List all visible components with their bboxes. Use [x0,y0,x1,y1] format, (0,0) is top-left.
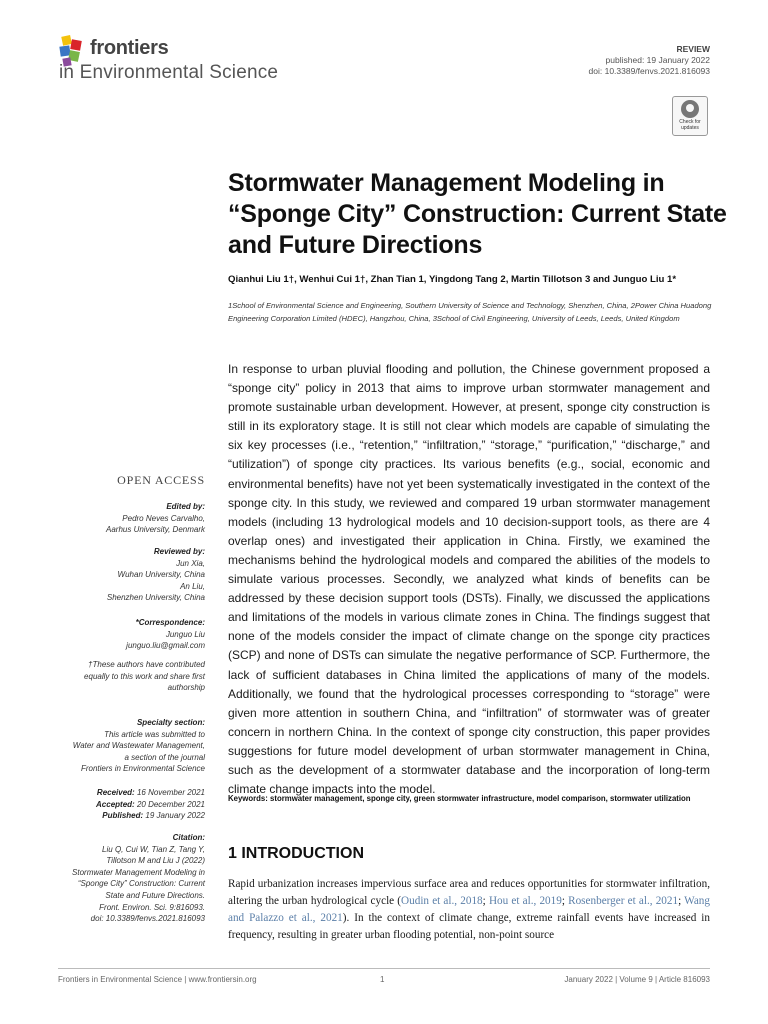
citation-line: “Sponge City” Construction: Current [77,879,205,889]
accepted-label: Accepted: [96,799,135,809]
contrib-line: authorship [167,683,205,693]
editor-affiliation: Aarhus University, Denmark [106,525,205,535]
contrib-line: †These authors have contributed [88,660,205,669]
accepted-line [96,799,205,811]
correspondent-email[interactable]: junguo.liu@gmail.com [126,641,205,651]
check-for-updates-badge[interactable] [672,96,708,136]
contrib-line: equally to this work and share first [84,671,205,681]
citation-line: Front. Environ. Sci. 9:816093. [99,902,205,912]
affiliations: 1School of Environmental Science and Engineering, Southern University of Science and Technology, Shenzhen, China, 2Power China Huadong Engineering Corporation Limited (HDEC), Hangzhou, China, 3School of Civil Engineering, University of Leeds, Leeds, United Kingdom [228,301,712,323]
specialty-label: Specialty section: [136,718,205,727]
published-date-side: 19 January 2022 [145,811,205,821]
citation-label: Citation: [172,833,205,842]
published-label: Published: [102,811,144,821]
citation-line: State and Future Directions. [105,890,205,900]
footer-journal[interactable]: Frontiers in Environmental Science | www.frontiersin.org [58,975,257,984]
editor-name: Pedro Neves Carvalho, [122,513,205,523]
correspondent-name: Junguo Liu [165,629,205,639]
specialty-line: Water and Wastewater Management, [72,741,205,751]
open-access-label: OPEN ACCESS [117,473,205,487]
citation-link[interactable]: Rosenberger et al., 2021 [568,895,679,907]
accepted-date: 20 December 2021 [136,799,205,809]
citation-block [72,832,205,925]
reviewed-by-block [107,546,205,604]
edited-by-label: Edited by: [166,502,205,511]
citation-line: Liu Q, Cui W, Tian Z, Tang Y, [102,844,205,854]
reviewed-by-label: Reviewed by: [153,547,205,556]
footer-issue: January 2022 | Volume 9 | Article 816093 [564,975,710,984]
page-number: 1 [380,975,385,984]
keywords: Keywords: stormwater management, sponge city, green stormwater infrastructure, model comparison, stormwater utilization [228,794,691,803]
citation-doi[interactable]: doi: 10.3389/fenvs.2021.816093 [90,914,205,924]
intro-sep: ; [482,895,489,907]
intro-sep: ; [561,895,569,907]
correspondence-label: *Correspondence: [135,618,205,627]
intro-sep: ; [678,895,685,907]
citation-link[interactable]: Wang and Palazzo et al., 2021 [228,895,710,924]
section-heading: 1 INTRODUCTION [228,845,364,862]
edited-by-block [106,501,205,536]
received-line [96,787,205,799]
frontiers-wordmark: frontiers [90,37,169,59]
specialty-line: a section of the journal [124,752,205,762]
received-label: Received: [96,788,135,797]
specialty-line: This article was submitted to [104,729,205,739]
reviewer-line: An Liu, [180,581,205,591]
specialty-line: Frontiers in Environmental Science [80,764,205,774]
reviewer-line: Shenzhen University, China [106,593,205,603]
footer-divider [58,968,710,969]
article-title: Stormwater Management Modeling in “Sponge City” Construction: Current State and Future Directions [228,169,727,259]
intro-paragraph [228,876,710,944]
article-type: REVIEW [676,44,710,54]
reviewer-line: Jun Xia, [176,558,205,568]
dates-block [96,787,205,822]
check-updates-icon [681,100,699,118]
journal-name: in Environmental Science [59,62,279,83]
correspondence-block [126,617,205,652]
intro-text: Rapid urbanization increases impervious surface area and reduces opportunities for stormwater infiltration, altering the urban hydrological cycle ( [228,878,710,907]
received-date: 16 November 2021 [136,788,205,797]
contribution-note [84,659,205,694]
citation-line: Tillotson M and Liu J (2022) [106,856,205,866]
intro-text: ). In the context of climate change, extreme rainfall events have increased in frequency, resulting in greater urban flooding potential, non-point source [228,912,710,941]
specialty-block [73,717,205,775]
citation-link[interactable]: Hou et al., 2019 [488,895,562,907]
citation-line: Stormwater Management Modeling in [72,867,205,877]
abstract: In response to urban pluvial flooding and pollution, the Chinese government proposed a “sponge city” policy in 2013 that aims to improve urban stormwater management and promote sustainable urban development. However, at present, sponge city construction is still in its exploratory stage. It is still not clear which models are capable of simulating the six key processes (i.e., “retention,” “infiltration,” “storage,” “purification,” “discharge,” and “utilization”) of sponge city practices. Its various benefits (e.g., social, economic and environmental benefits) have not yet been systematically investigated in the context of the sponge city. In this study, we reviewed and compared 19 urban stormwater management models (including 13 hydrological models and 10 decision-support tools, as there are 4 overlap ones) and investigated their application in China. Firstly, we examined the mechanisms behind the hydrological models and compared the abilities of the models to simulate various processes. Secondly, we analyzed what kinds of benefits can be addressed by these decision support tools (DSTs). Finally, we discussed the applications and limitations of the models in various climate zones in China. The findings suggest that none of the models consider the impact of climate change on the sponge city practices (SCP) and none of DSTs can simulate the negative performance of SCP. Furthermore, the lack of sufficient databases in China limited the applications of many of the models. Additionally, we found that the hydrological processes corresponding to “storage” were given more attention in southern China, and “infiltration” of stormwater was of greater concern in northern China. In the context of sponge city construction, this paper provides suggestions for future model development of urban stormwater management in China, such as the development of a stormwater database and the incorporation of long-term climate change impacts into the model. [228,362,710,797]
check-updates-label: Check for updates [679,119,701,131]
citation-link[interactable]: Oudin et al., 2018 [401,895,483,907]
doi-header[interactable]: doi: 10.3389/fenvs.2021.816093 [588,66,710,76]
published-line [96,810,205,822]
reviewer-line: Wuhan University, China [117,570,205,580]
author-list: Qianhui Liu 1†, Wenhui Cui 1†, Zhan Tian 1, Yingdong Tang 2, Martin Tillotson 3 and Junguo Liu 1* [228,274,677,285]
published-date: published: 19 January 2022 [605,55,710,65]
